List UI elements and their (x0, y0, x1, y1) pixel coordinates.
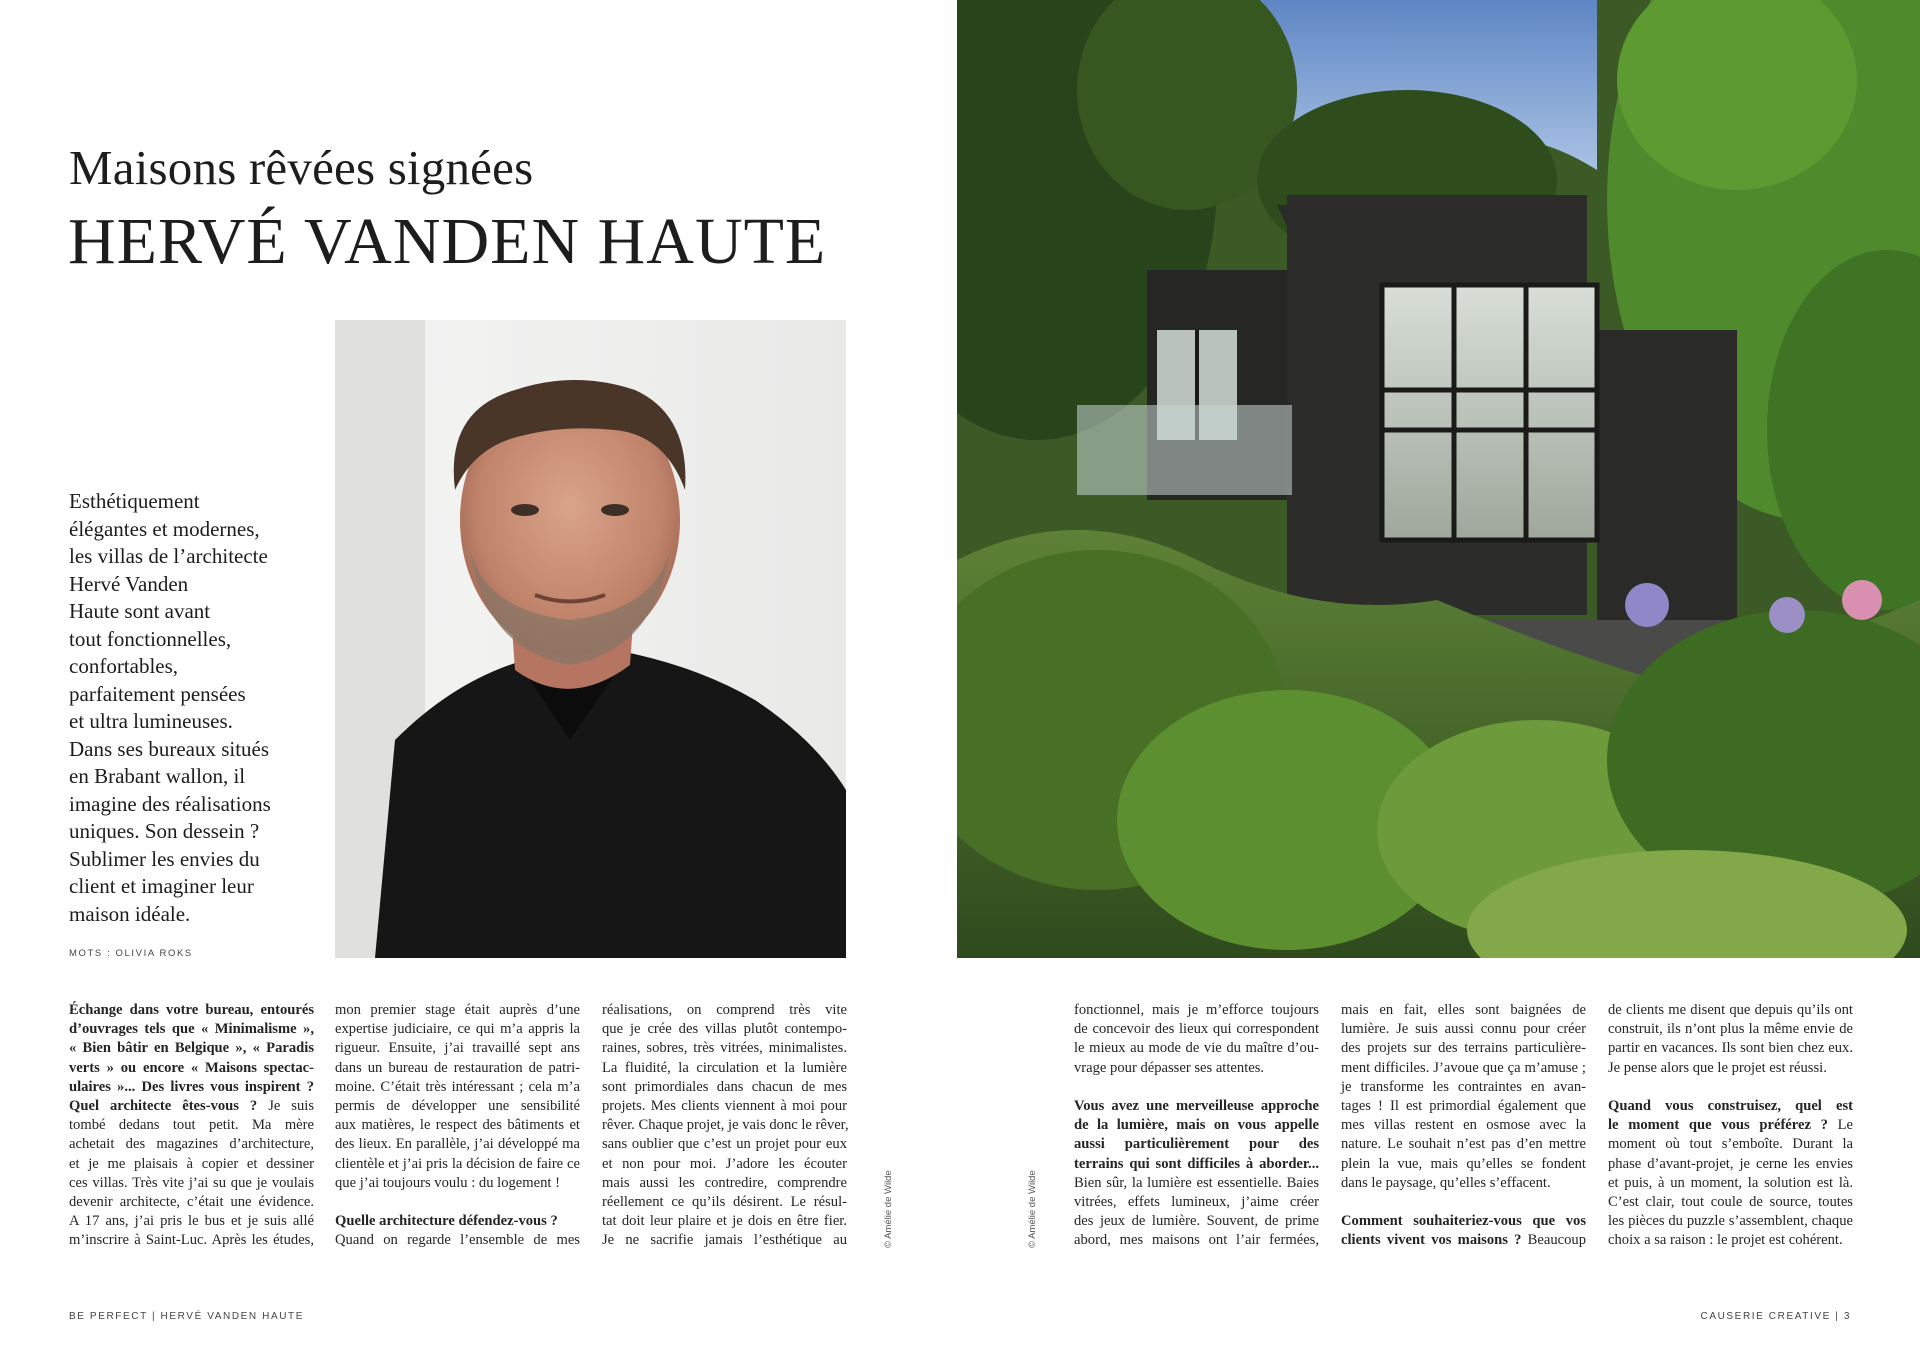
answer-line: et non pour moi. J’adore les écouter (602, 1155, 847, 1172)
answer-line: Quand on regarde l’ensemble de mes (335, 1232, 580, 1249)
answer-line: partir en vacances. Ils sont bien chez eux. (1608, 1040, 1853, 1057)
answer-line: vitrées, effets lumineux, j’aime créer (1074, 1194, 1319, 1211)
answer-line: que je crée des villas plutôt contempo- (602, 1021, 847, 1038)
page-title: HERVÉ VANDEN HAUTE (68, 205, 827, 278)
answer-line: m’inscrire à Saint-Luc. Après les études, (69, 1232, 314, 1249)
intro-line: et ultra lumineuses. (69, 709, 233, 733)
answer-line: phase d’avant-projet, je cerne les envies (1608, 1155, 1853, 1172)
intro-line: les villas de l’architecte (69, 544, 268, 568)
photo-credit: © Amélie de Wilde (1027, 1170, 1038, 1248)
intro-line: client et imaginer leur (69, 874, 254, 898)
intro-line: élégantes et modernes, (69, 516, 260, 541)
answer-line: Je pense alors que le projet est réussi. (1608, 1059, 1827, 1076)
article-column-2 (335, 1001, 580, 1251)
answer-line: des projets sur des terrains particulière- (1341, 1040, 1586, 1057)
answer-line: aux matières, le respect des bâtiments et (335, 1117, 580, 1134)
answer-line: et je me plaisais à copier et dessiner (69, 1155, 314, 1172)
intro-line: Dans ses bureaux situés (69, 736, 270, 761)
answer-line: je transforme les contraintes en avan- (1341, 1078, 1586, 1095)
answer-line: mais aussi les contredire, comprendre (602, 1174, 847, 1191)
answer-line: abord, mes maisons ont l’air fermées, (1074, 1232, 1319, 1249)
answer-line: le mieux au mode de vie du maître d’ou- (1074, 1040, 1319, 1057)
intro-line: Esthétiquement (69, 489, 200, 513)
question-line: clients vivent vos maisons ? (1341, 1232, 1522, 1249)
intro-line: confortables, (69, 654, 179, 678)
answer-line: dans le paysage, qu’elles s’effacent. (1341, 1174, 1551, 1191)
article-column-4 (1074, 1001, 1319, 1251)
answer-line: permis de développer une sensibilité (335, 1098, 580, 1115)
answer-line: ment difficiles. J’avoue que ça m’amuse ; (1341, 1059, 1586, 1076)
author-credit: MOTS : OLIVIA ROKS (69, 948, 193, 959)
answer-line: rêver. Chaque projet, je vais donc le rêver, (602, 1117, 849, 1134)
answer-line: Bien sûr, la lumière est essentielle. Baies (1074, 1174, 1319, 1191)
answer-line: dans un bureau de restauration de patri- (335, 1059, 580, 1076)
answer-line: que j’ai toujours voulu : du logement ! (335, 1174, 560, 1191)
answer-line: lumière. Je suis aussi connu pour créer (1341, 1021, 1586, 1038)
answer-line: rigueur. Ensuite, j’ai travaillé sept ans (335, 1040, 580, 1057)
answer-line: vrage pour dépasser ses attentes. (1074, 1059, 1265, 1076)
answer-line: expertise judiciaire, ce qui m’a appris la (335, 1021, 580, 1038)
answer-line: plein la vue, mais qu’elles se fondent (1341, 1155, 1586, 1172)
portrait-photo (335, 320, 846, 958)
answer-line: La fluidité, la circulation et la lumière (602, 1059, 847, 1076)
answer-line: moine. C’était très intéressant ; cela m’a (335, 1078, 580, 1095)
intro-line: en Brabant wallon, il (69, 764, 246, 788)
answer-line: C’est clair, tout coule de source, toutes (1608, 1194, 1853, 1211)
question-line: Comment souhaiteriez-vous que vos (1341, 1213, 1586, 1230)
answer-line: tages ! Il est primordial également que (1341, 1098, 1586, 1115)
answer-line: Le (1837, 1117, 1853, 1134)
answer-line: des jeux de lumière. Souvent, de prime (1074, 1213, 1319, 1230)
intro-line: Sublimer les envies du (69, 846, 260, 871)
answer-line: nature. Le souhait n’est pas d’en mettre (1341, 1136, 1586, 1153)
photo-credit: © Amélie de Wilde (883, 1170, 894, 1248)
intro-line: Haute sont avant (69, 599, 211, 623)
question-line: de la lumière, mais on vous appelle (1074, 1117, 1319, 1134)
answer-line: Je suis (268, 1098, 315, 1115)
answer-line: réellement ce qu’ils désirent. Le résul- (602, 1194, 847, 1211)
house-photo (957, 0, 1920, 958)
answer-line: réalisations, on comprend très vite (602, 1002, 847, 1018)
answer-line: projets. Mes clients viennent à moi pour (602, 1098, 847, 1115)
answer-line: Je ne sacrifie jamais l’esthétique au (602, 1232, 847, 1249)
question-line: « Bien bâtir en Belgique », « Paradis (69, 1040, 314, 1057)
intro-line: parfaitement pensées (69, 681, 246, 706)
question-line: Quel architecte êtes-vous ? (69, 1098, 258, 1115)
answer-line: moment où tout s’emboîte. Durant la (1608, 1136, 1853, 1153)
answer-line: achetait des magazines d’architecture, (69, 1136, 314, 1153)
answer-line: mais en fait, elles sont baignées de (1341, 1002, 1586, 1018)
answer-line: A 17 ans, j’ai pris le bus et je suis allé (69, 1213, 314, 1230)
answer-line: mon premier stage était auprès d’une (335, 1002, 580, 1018)
answer-line: construit, ils n’ont plus la même envie de (1608, 1021, 1853, 1038)
answer-line: devenir architecte, c’était une évidence. (69, 1194, 314, 1211)
intro-line: uniques. Son dessein ? (69, 819, 260, 843)
answer-line: tombé dedans tout petit. Ma mère (69, 1117, 314, 1134)
question-line: Quelle architecture défendez-vous ? (335, 1213, 558, 1230)
answer-line: de clients me disent que depuis qu’ils ont (1608, 1002, 1853, 1018)
answer-line: et puis, à un moment, la solution est là. (1608, 1174, 1853, 1191)
article-column-6 (1608, 1001, 1853, 1251)
answer-line: de concevoir des lieux qui correspondent (1074, 1021, 1319, 1038)
answer-line: fonctionnel, mais je m’efforce toujours (1074, 1002, 1319, 1018)
answer-line: clientèle et j’ai pris la décision de faire ce (335, 1155, 580, 1172)
question-line: verts » ou encore « Maisons spectac- (69, 1059, 314, 1076)
answer-line: les pièces du puzzle s’assemblent, chaque (1608, 1213, 1853, 1230)
intro-line: maison idéale. (69, 901, 191, 926)
footer-left: BE PERFECT | HERVÉ VANDEN HAUTE (69, 1311, 305, 1322)
answer-line: tat doit leur plaire et je dois en être fier. (602, 1213, 847, 1230)
question-line: Échange dans votre bureau, entourés (69, 1002, 314, 1018)
intro-line: Hervé Vanden (69, 571, 189, 596)
answer-line: mes villas restent en osmose avec la (1341, 1117, 1586, 1134)
question-line: terrains qui sont difficiles à aborder... (1074, 1155, 1319, 1172)
intro-paragraph (69, 488, 319, 928)
answer-line: sans oublier que c’est un projet pour eux (602, 1136, 847, 1153)
intro-line: tout fonctionnelles, (69, 626, 232, 651)
intro-line: imagine des réalisations (69, 791, 271, 816)
article-column-1 (69, 1001, 314, 1251)
answer-line: raines, sobres, très vitrées, minimalistes. (602, 1040, 847, 1057)
question-line: Vous avez une merveilleuse approche (1074, 1098, 1319, 1114)
article-column-3 (602, 1001, 847, 1251)
title-subheading: Maisons rêvées signées (69, 140, 534, 195)
article-column-5 (1341, 1001, 1586, 1251)
answer-line: choix a sa raison : le projet est cohérent. (1608, 1232, 1843, 1249)
question-line: le moment que vous préférez ? (1608, 1117, 1828, 1134)
answer-line: des lieux. En parallèle, j’ai développé ma (335, 1136, 580, 1153)
answer-line: sont primordiales dans chacun de mes (602, 1078, 847, 1095)
answer-line: Beaucoup (1527, 1232, 1587, 1249)
footer-right: CAUSERIE CREATIVE | 3 (1700, 1311, 1851, 1322)
question-line: aussi particulièrement pour des (1074, 1136, 1319, 1153)
answer-line: ces villas. Très vite j’ai su que je voulais (69, 1174, 314, 1191)
question-line: ulaires »... Des livres vous inspirent ? (69, 1078, 314, 1095)
question-line: d’ouvrages tels que « Minimalisme », (69, 1021, 314, 1038)
question-line: Quand vous construisez, quel est (1608, 1098, 1853, 1114)
